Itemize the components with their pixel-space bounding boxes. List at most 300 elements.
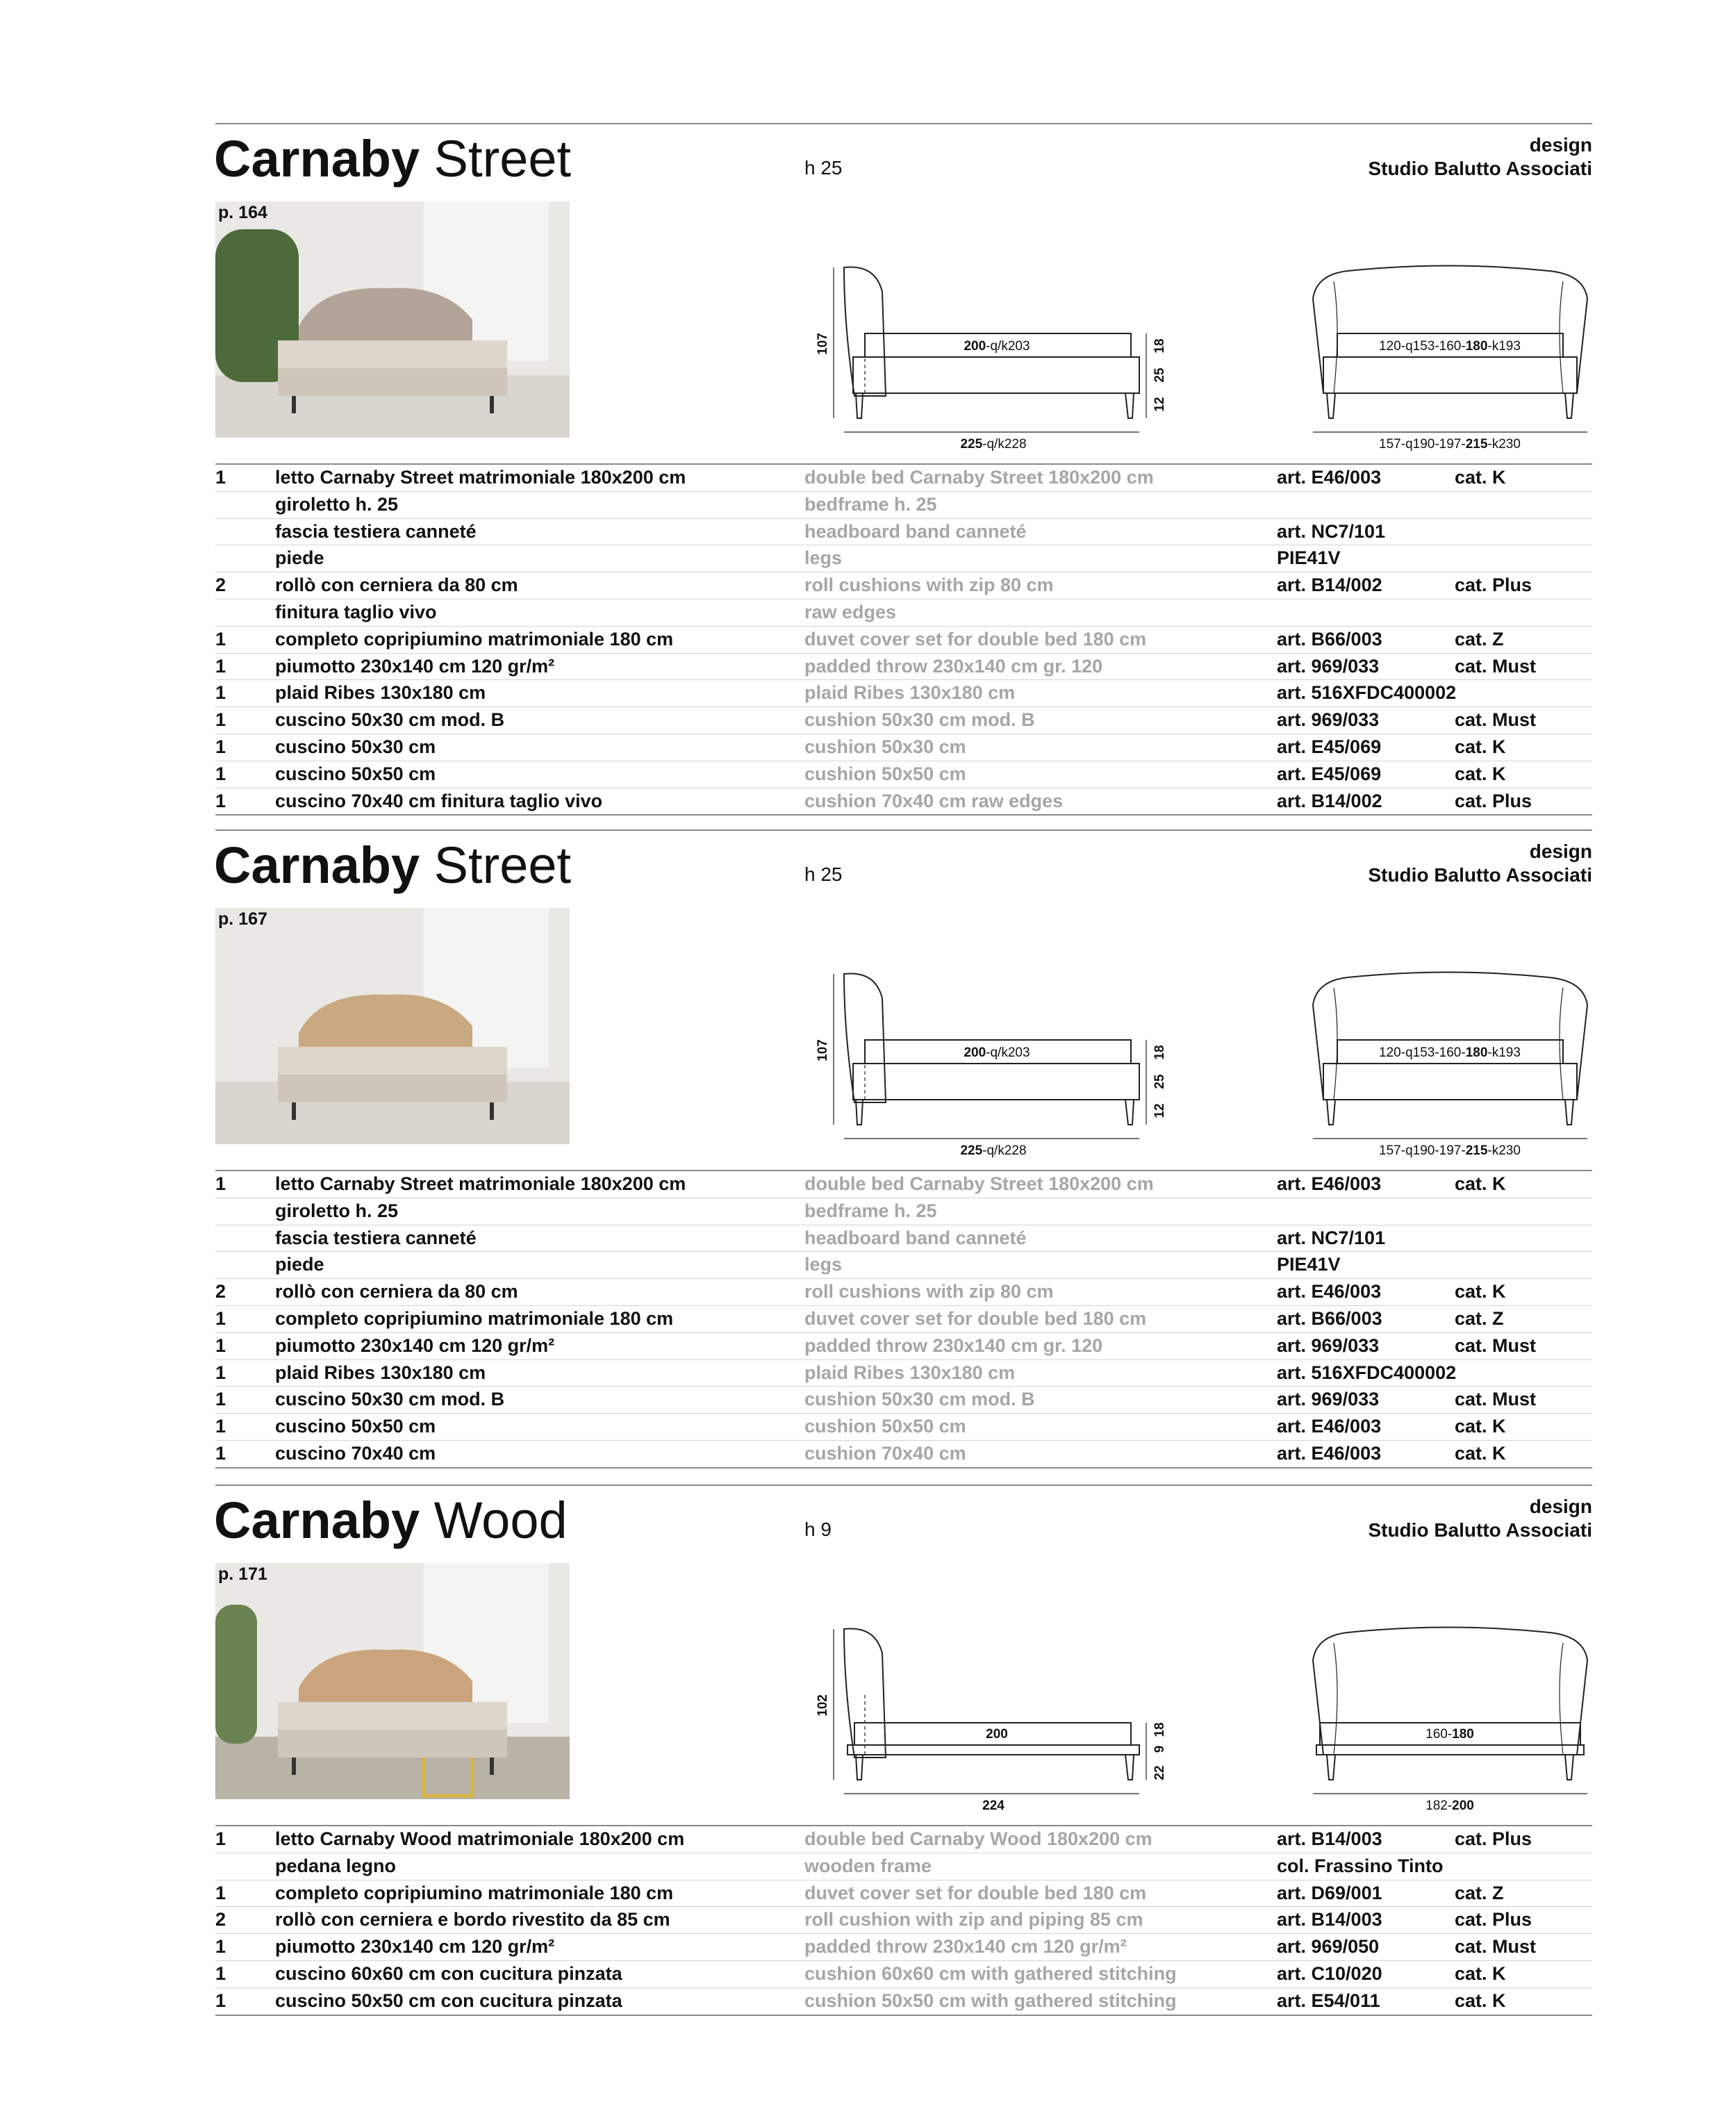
side-view-drawing [816, 267, 1167, 452]
dimension-text: 182- [1425, 1799, 1453, 1813]
spec-quantity: 1 [215, 1962, 226, 1984]
photo-bed-leg [292, 1758, 296, 1775]
spec-category: cat. Plus [1455, 790, 1532, 811]
svg-text:120-q153-160-180-k193 [1379, 339, 1521, 354]
spec-english-description: wooden frame [804, 1855, 932, 1876]
svg-text:157-q190-197-215-k230 [1379, 1143, 1521, 1158]
photo-plant [215, 1605, 257, 1744]
frame-height: h 25 [804, 157, 843, 179]
dimension-text: 224 [982, 1799, 1005, 1813]
spec-english-description: double bed Carnaby Street 180x200 cm [804, 467, 1154, 488]
spec-category: cat. Z [1455, 1882, 1504, 1903]
spec-row [215, 626, 1592, 653]
spec-category: cat. K [1455, 763, 1506, 784]
spec-article-code: art. 969/033 [1277, 1389, 1380, 1410]
designer-name: Studio Balutto Associati [1368, 864, 1592, 886]
spec-article-code: art. B14/003 [1277, 1909, 1382, 1930]
dimension-text: 160- [1425, 1727, 1453, 1742]
side-headboard-outline [844, 1628, 886, 1758]
spec-english-description: cushion 50x50 cm [804, 763, 966, 784]
spec-article-code: art. B66/003 [1277, 628, 1382, 650]
spec-category: cat. Must [1455, 709, 1537, 731]
spec-english-description: cushion 60x60 cm with gathered stitching [804, 1962, 1177, 1984]
spec-row [215, 1305, 1592, 1332]
spec-article-code: art. E46/003 [1277, 1281, 1382, 1303]
product-title-brand: Carnaby [214, 836, 420, 894]
spec-quantity: 1 [215, 1442, 226, 1464]
front-headboard-wings [1334, 988, 1563, 1100]
dimension-text: -k193 [1487, 1045, 1521, 1060]
svg-text:200-q/k203 [964, 1045, 1030, 1060]
dimension-text: 157-q190-197- [1379, 1143, 1466, 1158]
spec-quantity: 1 [215, 628, 226, 650]
spec-category: cat. Z [1455, 1307, 1504, 1329]
spec-english-description: cushion 50x50 cm with gathered stitching [804, 1990, 1177, 2011]
spec-quantity: 1 [215, 1936, 226, 1958]
spec-english-description: legs [804, 1254, 843, 1275]
designer-name: Studio Balutto Associati [1368, 158, 1592, 179]
technical-drawings [799, 964, 1598, 1158]
spec-category: cat. K [1455, 1990, 1506, 2011]
spec-italian-description: rollò con cerniera da 80 cm [275, 574, 518, 596]
dimension-text: 22 [1152, 1765, 1167, 1780]
spec-row [215, 679, 1592, 706]
dimension-text: -q/k203 [986, 339, 1030, 354]
spec-english-description: cushion 70x40 cm [804, 1442, 966, 1464]
svg-text:225-q/k228 [960, 1143, 1026, 1158]
spec-table [215, 1825, 1592, 2016]
product-title-brand: Carnaby [214, 1491, 420, 1549]
dimension-text: 18 [1152, 1722, 1167, 1737]
side-leg-right [1125, 1100, 1134, 1125]
spec-row [215, 653, 1592, 680]
spec-italian-description: cuscino 50x50 cm con cucitura pinzata [275, 1990, 622, 2011]
spec-english-description: cushion 50x30 cm [804, 736, 966, 757]
spec-italian-description: fascia testiera canneté [275, 520, 477, 542]
page-reference: p. 171 [218, 1564, 267, 1584]
spec-category: cat. K [1455, 1281, 1506, 1303]
spec-italian-description: plaid Ribes 130x180 cm [275, 682, 486, 704]
dimension-text: 25 [1152, 367, 1167, 383]
svg-text:9 [1152, 1746, 1167, 1753]
spec-article-code: col. Frassino Tinto [1277, 1855, 1444, 1876]
design-credit [1368, 133, 1592, 181]
design-label: design [1529, 1496, 1592, 1517]
spec-english-description: duvet cover set for double bed 180 cm [804, 1882, 1147, 1903]
svg-text:120-q153-160-180-k193 [1379, 1045, 1521, 1060]
spec-category: cat. K [1455, 1416, 1506, 1437]
spec-italian-description: piede [275, 547, 324, 569]
spec-article-code: art. B14/002 [1277, 790, 1382, 811]
dimension-text: -k193 [1487, 339, 1521, 354]
spec-article-code: PIE41V [1277, 547, 1341, 569]
svg-text:25 [1152, 1074, 1167, 1089]
designer-name: Studio Balutto Associati [1368, 1519, 1592, 1541]
spec-row [215, 1880, 1592, 1907]
product-section-carnaby-wood [0, 1362, 1736, 2056]
photo-mattress [278, 1702, 507, 1730]
spec-italian-description: fascia testiera canneté [275, 1227, 477, 1248]
spec-italian-description: letto Carnaby Street matrimoniale 180x200 cm [275, 467, 686, 488]
spec-category: cat. K [1455, 1173, 1506, 1194]
side-leg-right [1125, 393, 1134, 418]
spec-italian-description: pedana legno [275, 1855, 397, 1876]
product-photo [215, 201, 570, 438]
spec-quantity: 1 [215, 736, 226, 757]
spec-english-description: duvet cover set for double bed 180 cm [804, 1307, 1147, 1329]
spec-article-code: art. E54/011 [1277, 1990, 1380, 2011]
bed-dimension-drawing [799, 1619, 1598, 1813]
spec-article-code: art. 969/050 [1277, 1936, 1380, 1958]
spec-row [215, 572, 1592, 599]
technical-drawings [799, 257, 1598, 452]
spec-row [215, 1906, 1592, 1933]
spec-english-description: raw edges [804, 601, 897, 622]
spec-row [215, 1332, 1592, 1359]
spec-article-code: art. C10/020 [1277, 1962, 1382, 1984]
spec-article-code: art. 969/033 [1277, 709, 1380, 731]
spec-quantity: 1 [215, 763, 226, 784]
spec-italian-description: piumotto 230x140 cm 120 gr/m² [275, 1334, 555, 1356]
spec-quantity: 1 [215, 709, 226, 731]
photo-bed-leg [292, 1102, 296, 1120]
spec-row [215, 463, 1592, 491]
frame-height: h 9 [804, 1519, 832, 1540]
front-leg-left [1327, 1100, 1335, 1125]
front-leg-left [1327, 1755, 1335, 1780]
svg-text:182-200 [1425, 1799, 1474, 1813]
front-headboard-outline [1313, 973, 1587, 1100]
spec-category: cat. Must [1455, 1389, 1537, 1410]
spec-quantity: 1 [215, 790, 226, 811]
spec-article-code: art. 516XFDC400002 [1277, 682, 1457, 704]
photo-mattress [278, 1047, 507, 1075]
dimension-text: 180 [1465, 339, 1488, 354]
photo-bed-leg [490, 396, 494, 413]
dimension-text: 107 [816, 333, 830, 355]
side-frame-outline [853, 1064, 1139, 1100]
spec-row [215, 545, 1592, 572]
spec-italian-description: cuscino 50x30 cm mod. B [275, 1389, 505, 1410]
dimension-text: 102 [816, 1694, 830, 1717]
frame-height: h 25 [804, 863, 843, 885]
spec-english-description: double bed Carnaby Wood 180x200 cm [804, 1828, 1152, 1849]
dimension-text: 215 [1465, 437, 1488, 452]
dimension-text: 180 [1452, 1727, 1474, 1742]
spec-row [215, 1278, 1592, 1305]
product-section-carnaby-street-1 [0, 0, 1736, 811]
spec-quantity: 1 [215, 1882, 226, 1903]
dimension-text: 18 [1152, 338, 1167, 354]
side-headboard-outline [844, 267, 886, 396]
spec-row [215, 1853, 1592, 1880]
dimension-text: 225 [960, 437, 983, 452]
product-title [214, 132, 571, 186]
spec-row [215, 1825, 1592, 1853]
spec-row [215, 1251, 1592, 1278]
spec-category: cat. Z [1455, 628, 1504, 650]
spec-article-code: art. B66/003 [1277, 1307, 1382, 1329]
spec-quantity: 1 [215, 1828, 226, 1849]
spec-article-code: art. 969/033 [1277, 1334, 1380, 1356]
product-photo [215, 908, 570, 1144]
front-leg-right [1565, 393, 1573, 418]
spec-quantity: 1 [215, 1362, 226, 1383]
photo-bed-leg [292, 396, 296, 413]
svg-text:25 [1152, 367, 1167, 383]
spec-italian-description: piumotto 230x140 cm 120 gr/m² [275, 1936, 555, 1958]
section-top-rule [215, 1485, 1592, 1486]
spec-italian-description: completo copripiumino matrimoniale 180 cm [275, 1882, 674, 1903]
spec-category: cat. Plus [1455, 1828, 1532, 1849]
spec-article-code: art. E45/069 [1277, 736, 1382, 757]
svg-text:102 [816, 1694, 830, 1717]
spec-quantity: 1 [215, 1389, 226, 1410]
spec-italian-description: letto Carnaby Street matrimoniale 180x200 cm [275, 1173, 686, 1194]
dimension-text: 157-q190-197- [1379, 437, 1466, 452]
spec-quantity: 1 [215, 655, 226, 677]
spec-italian-description: giroletto h. 25 [275, 1200, 399, 1221]
spec-italian-description: cuscino 60x60 cm con cucitura pinzata [275, 1962, 622, 1984]
dimension-text: 107 [816, 1039, 830, 1061]
front-leg-right [1565, 1755, 1573, 1780]
spec-english-description: padded throw 230x140 cm 120 gr/m² [804, 1936, 1127, 1958]
svg-text:12 [1152, 1103, 1167, 1118]
side-view-drawing [816, 1628, 1167, 1813]
svg-text:107 [816, 333, 830, 355]
spec-quantity: 1 [215, 1173, 226, 1194]
spec-english-description: cushion 50x30 cm mod. B [804, 709, 1035, 731]
spec-category: cat. Must [1455, 1936, 1537, 1958]
spec-english-description: headboard band canneté [804, 1227, 1027, 1248]
spec-article-code: art. E46/003 [1277, 467, 1382, 488]
product-title-model: Wood [433, 1491, 568, 1549]
spec-italian-description: cuscino 50x50 cm [275, 763, 436, 784]
spec-quantity: 1 [215, 682, 226, 704]
spec-english-description: duvet cover set for double bed 180 cm [804, 628, 1147, 650]
photo-bed-leg [490, 1758, 494, 1775]
side-view-drawing [816, 973, 1167, 1158]
spec-italian-description: completo copripiumino matrimoniale 180 cm [275, 628, 674, 650]
svg-text:18 [1152, 338, 1167, 353]
spec-italian-description: rollò con cerniera da 80 cm [275, 1281, 518, 1303]
spec-category: cat. Must [1455, 655, 1537, 677]
spec-row [215, 518, 1592, 545]
dimension-text: 215 [1465, 1143, 1488, 1158]
spec-english-description: legs [804, 547, 843, 569]
bed-dimension-drawing [799, 964, 1598, 1158]
spec-category: cat. Must [1455, 1334, 1537, 1356]
spec-row [215, 599, 1592, 626]
spec-italian-description: finitura taglio vivo [275, 601, 437, 622]
svg-text:160-180 [1425, 1727, 1474, 1742]
spec-english-description: cushion 70x40 cm raw edges [804, 790, 1064, 811]
side-platform-outline [848, 1745, 1139, 1755]
svg-text:18 [1152, 1722, 1167, 1737]
spec-english-description: cushion 50x30 cm mod. B [804, 1389, 1035, 1410]
dimension-text: 9 [1152, 1745, 1167, 1753]
spec-english-description: plaid Ribes 130x180 cm [804, 1362, 1016, 1383]
svg-text:200 [986, 1727, 1008, 1742]
side-headboard-outline [844, 973, 886, 1102]
front-view-drawing [1313, 1628, 1587, 1814]
dimension-text: -q/k228 [982, 437, 1027, 452]
dimension-text: -q/k228 [982, 1143, 1027, 1158]
spec-quantity: 1 [215, 1334, 226, 1356]
spec-english-description: roll cushion with zip and piping 85 cm [804, 1909, 1143, 1930]
svg-text:18 [1152, 1045, 1167, 1059]
spec-row [215, 1960, 1592, 1987]
spec-article-code: art. B14/002 [1277, 574, 1382, 596]
product-title-model: Street [433, 836, 572, 894]
front-view-drawing [1313, 973, 1587, 1159]
bedroom-photo-illustration [215, 908, 570, 1144]
spec-article-code: art. NC7/101 [1277, 520, 1386, 542]
spec-row [215, 1170, 1592, 1198]
front-frame-outline [1323, 357, 1577, 393]
photo-bed-leg [490, 1102, 494, 1120]
front-leg-right [1565, 1100, 1573, 1125]
dimension-text: 120-q153-160- [1379, 339, 1466, 354]
spec-quantity: 1 [215, 1307, 226, 1329]
front-leg-left [1327, 393, 1335, 418]
spec-category: cat. K [1455, 467, 1506, 488]
spec-italian-description: cuscino 70x40 cm finitura taglio vivo [275, 790, 603, 811]
design-label: design [1529, 134, 1592, 156]
dimension-text: -k230 [1487, 437, 1521, 452]
spec-quantity: 1 [215, 1990, 226, 2011]
design-credit [1368, 1495, 1592, 1542]
dimension-text: -q/k203 [986, 1045, 1030, 1060]
spec-category: cat. Plus [1455, 1909, 1532, 1930]
photo-mattress [278, 340, 507, 368]
bedroom-photo-illustration [215, 1563, 570, 1799]
spec-english-description: padded throw 230x140 cm gr. 120 [804, 1334, 1103, 1356]
spec-article-code: art. E45/069 [1277, 763, 1382, 784]
product-photo [215, 1563, 570, 1799]
front-frame-outline [1323, 1064, 1577, 1100]
spec-article-code: art. B14/003 [1277, 1828, 1382, 1849]
spec-quantity: 1 [215, 467, 226, 488]
spec-italian-description: letto Carnaby Wood matrimoniale 180x200 cm [275, 1828, 685, 1849]
spec-english-description: bedframe h. 25 [804, 493, 937, 515]
spec-italian-description: cuscino 50x30 cm [275, 736, 436, 757]
design-label: design [1529, 841, 1592, 862]
page-reference: p. 164 [218, 203, 267, 222]
spec-category: cat. K [1455, 1962, 1506, 1984]
spec-article-code: art. 969/033 [1277, 655, 1380, 677]
spec-article-code: PIE41V [1277, 1254, 1341, 1275]
section-top-rule [215, 123, 1592, 124]
spec-article-code: art. E46/003 [1277, 1416, 1382, 1437]
front-platform-outline [1316, 1745, 1584, 1755]
svg-text:22 [1152, 1765, 1167, 1780]
spec-italian-description: cuscino 50x50 cm [275, 1416, 436, 1437]
spec-category: cat. K [1455, 1442, 1506, 1464]
svg-text:225-q/k228 [960, 437, 1026, 452]
spec-row [215, 1987, 1592, 2016]
side-frame-outline [853, 357, 1139, 393]
product-title [214, 838, 571, 893]
svg-text:224 [982, 1799, 1005, 1813]
spec-article-code: art. 516XFDC400002 [1277, 1362, 1457, 1383]
front-headboard-wings [1334, 281, 1563, 393]
spec-article-code: art. E46/003 [1277, 1173, 1382, 1194]
dimension-text: 200 [1452, 1799, 1474, 1813]
spec-english-description: bedframe h. 25 [804, 1200, 937, 1221]
front-view-drawing [1313, 266, 1587, 452]
spec-row [215, 1933, 1592, 1960]
side-leg-left [856, 1755, 863, 1780]
side-leg-left [856, 393, 863, 418]
spec-article-code: art. E46/003 [1277, 1442, 1382, 1464]
dimension-text: 12 [1152, 397, 1167, 412]
dimension-text: 18 [1152, 1045, 1167, 1060]
page-reference: p. 167 [218, 909, 267, 929]
dimension-text: 12 [1152, 1103, 1167, 1118]
spec-quantity: 2 [215, 1281, 226, 1303]
spec-english-description: roll cushions with zip 80 cm [804, 574, 1054, 596]
spec-category: cat. K [1455, 736, 1506, 757]
bed-dimension-drawing [799, 257, 1598, 452]
svg-text:107 [816, 1039, 830, 1061]
dimension-text: 180 [1465, 1045, 1488, 1060]
section-top-rule [215, 829, 1592, 831]
spec-english-description: double bed Carnaby Street 180x200 cm [804, 1173, 1154, 1194]
dimension-text: 200 [964, 339, 986, 354]
product-title [214, 1491, 568, 1549]
spec-italian-description: completo copripiumino matrimoniale 180 cm [275, 1307, 674, 1329]
spec-italian-description: giroletto h. 25 [275, 493, 399, 515]
spec-quantity: 2 [215, 574, 226, 596]
spec-italian-description: piede [275, 1254, 324, 1275]
dimension-text: 200 [986, 1727, 1008, 1742]
product-title-brand: Carnaby [214, 130, 420, 188]
svg-text:12 [1152, 397, 1167, 411]
spec-italian-description: piumotto 230x140 cm 120 gr/m² [275, 655, 555, 677]
dimension-text: 120-q153-160- [1379, 1045, 1466, 1060]
svg-text:157-q190-197-215-k230 [1379, 437, 1521, 452]
dimension-text: 225 [960, 1143, 983, 1158]
product-title-model: Street [433, 130, 572, 188]
spec-quantity: 2 [215, 1909, 226, 1930]
spec-row [215, 1198, 1592, 1225]
front-headboard-outline [1313, 266, 1587, 394]
svg-text:200-q/k203 [964, 339, 1030, 354]
spec-italian-description: rollò con cerniera e bordo rivestito da 85 cm [275, 1909, 670, 1930]
dimension-text: -k230 [1487, 1143, 1521, 1158]
spec-english-description: plaid Ribes 130x180 cm [804, 682, 1016, 704]
spec-english-description: padded throw 230x140 cm gr. 120 [804, 655, 1103, 677]
spec-italian-description: cuscino 70x40 cm [275, 1442, 436, 1464]
spec-english-description: headboard band canneté [804, 520, 1027, 542]
bedroom-photo-illustration [215, 201, 570, 438]
spec-italian-description: cuscino 50x30 cm mod. B [275, 709, 505, 731]
dimension-text: 200 [964, 1045, 986, 1060]
spec-english-description: cushion 50x50 cm [804, 1416, 966, 1437]
design-credit [1368, 840, 1592, 887]
spec-english-description: roll cushions with zip 80 cm [804, 1281, 1054, 1303]
dimension-text: 25 [1152, 1074, 1167, 1089]
spec-category: cat. Plus [1455, 574, 1532, 596]
product-section-carnaby-street-2 [0, 706, 1736, 1464]
technical-drawings [799, 1619, 1598, 1813]
spec-quantity: 1 [215, 1416, 226, 1437]
spec-article-code: art. NC7/101 [1277, 1227, 1386, 1248]
side-leg-right [1125, 1755, 1134, 1780]
spec-italian-description: plaid Ribes 130x180 cm [275, 1362, 486, 1383]
side-leg-left [856, 1100, 863, 1125]
